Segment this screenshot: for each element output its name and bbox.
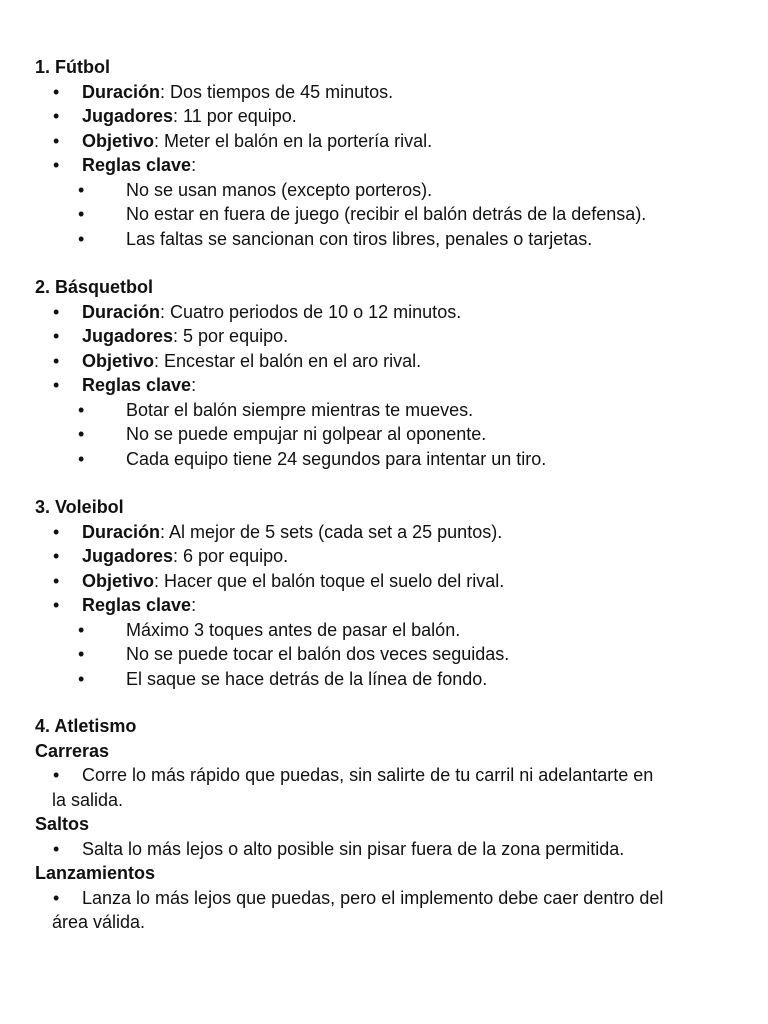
sub-list-item	[0, 178, 768, 203]
list-item	[0, 324, 768, 349]
subsection-heading-lanzamientos: Lanzamientos	[35, 863, 156, 883]
bullet-icon: •	[78, 668, 85, 689]
list-item	[0, 520, 768, 545]
item-label: Duración	[82, 301, 161, 322]
bullet-icon: •	[53, 570, 60, 591]
bullet-icon: •	[53, 521, 60, 542]
rule-text: El saque se hace detrás de la línea de fondo.	[126, 668, 488, 689]
subsection-heading-carreras: Carreras	[35, 740, 110, 761]
item-text-continuation: área válida.	[52, 912, 146, 932]
bullet-icon: •	[78, 228, 85, 249]
bullet-icon: •	[53, 838, 60, 859]
item-text: Lanza lo más lejos que puedas, pero el implemento debe caer dentro del	[82, 887, 664, 908]
rule-text: No se puede empujar ni golpear al oponente.	[126, 424, 487, 444]
item-label: Duración	[82, 521, 161, 542]
bullet-icon: •	[53, 887, 60, 908]
list-item	[0, 569, 768, 594]
bullet-icon: •	[78, 448, 85, 469]
sub-list-item	[0, 618, 768, 643]
rule-text: No estar en fuera de juego (recibir el balón detrás de la defensa).	[126, 204, 647, 224]
section-heading: 1. Fútbol	[35, 57, 110, 77]
bullet-icon: •	[53, 301, 60, 322]
item-text: :	[191, 155, 197, 175]
list-item	[0, 349, 768, 374]
item-label: Jugadores	[82, 106, 174, 126]
section-voleibol	[0, 495, 768, 691]
item-label: Reglas clave	[82, 155, 192, 175]
section-atletismo	[0, 714, 768, 935]
item-text: : 6 por equipo.	[173, 546, 289, 566]
item-label: Objetivo	[82, 570, 155, 591]
rule-text: No se puede tocar el balón dos veces seguidas.	[126, 644, 510, 664]
item-text: : Meter el balón en la portería rival.	[154, 130, 433, 151]
bullet-icon: •	[53, 326, 60, 346]
list-item	[0, 886, 768, 911]
item-text: :	[191, 375, 197, 395]
list-item	[0, 837, 768, 862]
item-text-continuation: la salida.	[52, 789, 124, 810]
item-text: :	[191, 595, 197, 615]
item-label: Jugadores	[82, 326, 174, 346]
bullet-icon: •	[78, 619, 85, 640]
section-heading: 4. Atletismo	[35, 716, 137, 736]
section-futbol	[0, 55, 768, 251]
bullet-icon: •	[78, 179, 85, 200]
rule-text: Cada equipo tiene 24 segundos para intentar un tiro.	[126, 448, 547, 469]
list-item	[0, 104, 768, 129]
bullet-icon: •	[78, 204, 85, 224]
sub-list-item	[0, 202, 768, 227]
item-text: Corre lo más rápido que puedas, sin salirte de tu carril ni adelantarte en	[82, 765, 654, 785]
sub-list-item	[0, 398, 768, 423]
section-basquetbol	[0, 275, 768, 471]
item-text: : 5 por equipo.	[173, 326, 289, 346]
list-item	[0, 153, 768, 178]
item-text: : Cuatro periodos de 10 o 12 minutos.	[160, 301, 462, 322]
list-item	[0, 80, 768, 105]
bullet-icon: •	[53, 155, 60, 175]
item-text: Salta lo más lejos o alto posible sin pisar fuera de la zona permitida.	[82, 838, 625, 859]
rule-text: Botar el balón siempre mientras te mueves.	[126, 399, 474, 420]
sub-list-item	[0, 447, 768, 472]
item-label: Objetivo	[82, 130, 155, 151]
list-item	[0, 300, 768, 325]
subsection-heading-saltos: Saltos	[35, 814, 90, 834]
item-text: : Dos tiempos de 45 minutos.	[160, 81, 394, 102]
bullet-icon: •	[78, 424, 85, 444]
rule-text: No se usan manos (excepto porteros).	[126, 179, 433, 200]
bullet-icon: •	[53, 130, 60, 151]
bullet-icon: •	[53, 375, 60, 395]
rule-text: Las faltas se sancionan con tiros libres, penales o tarjetas.	[126, 228, 593, 249]
sub-list-item	[0, 642, 768, 667]
item-label: Objetivo	[82, 350, 155, 371]
bullet-icon: •	[53, 350, 60, 371]
item-label: Duración	[82, 81, 161, 102]
bullet-icon: •	[53, 546, 60, 566]
item-label: Reglas clave	[82, 375, 192, 395]
item-text: : 11 por equipo.	[173, 106, 297, 126]
sub-list-item	[0, 667, 768, 692]
bullet-icon: •	[53, 106, 60, 126]
bullet-icon: •	[53, 765, 60, 785]
sub-list-item	[0, 227, 768, 252]
section-heading: 3. Voleibol	[35, 497, 124, 517]
list-item	[0, 373, 768, 398]
sub-list-item	[0, 422, 768, 447]
section-heading: 2. Básquetbol	[35, 277, 154, 297]
bullet-icon: •	[78, 399, 85, 420]
list-item	[0, 129, 768, 154]
item-text: : Encestar el balón en el aro rival.	[154, 350, 422, 371]
item-text: : Hacer que el balón toque el suelo del rival.	[154, 570, 505, 591]
item-text: : Al mejor de 5 sets (cada set a 25 puntos).	[160, 521, 503, 542]
bullet-icon: •	[78, 644, 85, 664]
list-item	[0, 593, 768, 618]
bullet-icon: •	[53, 595, 60, 615]
bullet-icon: •	[53, 81, 60, 102]
item-label: Reglas clave	[82, 595, 192, 615]
list-item	[0, 763, 768, 788]
item-label: Jugadores	[82, 546, 174, 566]
rule-text: Máximo 3 toques antes de pasar el balón.	[126, 619, 461, 640]
list-item	[0, 544, 768, 569]
